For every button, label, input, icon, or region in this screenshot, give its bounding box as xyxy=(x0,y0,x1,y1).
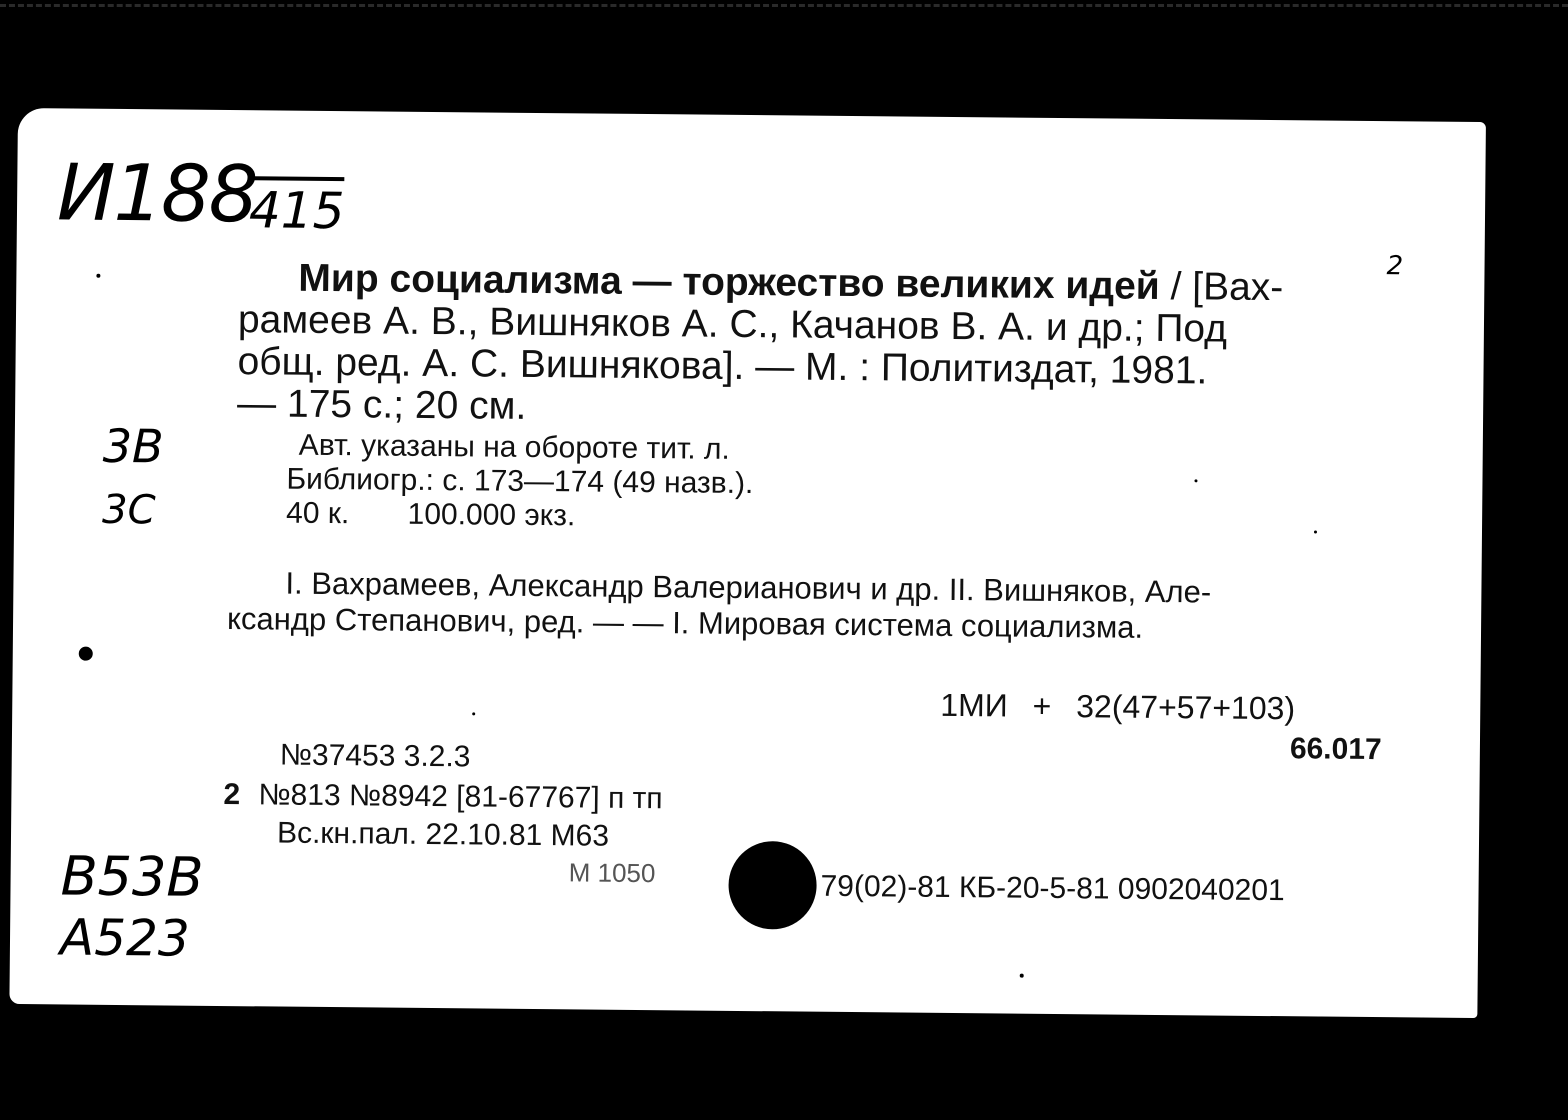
price: 40 к. xyxy=(285,496,350,531)
punch-hole xyxy=(728,841,817,930)
margin-mark-1: 3В xyxy=(102,418,164,474)
price-line xyxy=(286,497,575,534)
corner-mark: 2 xyxy=(1386,251,1404,282)
order-line-3: Вс.кн.пал. 22.10.81 М63 xyxy=(276,816,610,853)
title-bold: Мир социализма — торжество великих идей xyxy=(298,256,1160,308)
note-authors: Авт. указаны на обороте тит. л. xyxy=(298,428,731,466)
speck xyxy=(1020,974,1024,978)
speck xyxy=(96,274,100,278)
classification-2: 66.017 xyxy=(1289,732,1382,767)
entries-line-1: I. Вахрамеев, Александр Валерианович и др. II. Вишняков, Але- xyxy=(285,565,1212,610)
speck xyxy=(1314,530,1317,533)
title-line-2: рамеев А. В., Вишняков А. С., Качанов В. А. и др.; Под xyxy=(237,298,1228,351)
speck xyxy=(79,647,93,661)
shelfmark-top xyxy=(57,148,257,240)
order-line-1: №37453 3.2.3 xyxy=(279,738,471,774)
catalog-card xyxy=(9,108,1486,1018)
copies: 100.000 экз. xyxy=(407,497,576,533)
scan-edge-line xyxy=(0,4,1568,7)
shelfmark-top-sup xyxy=(248,176,345,241)
shelfmark-bottom-2: А523 xyxy=(59,908,190,968)
order-line-2-bold: 2 xyxy=(223,778,241,812)
title-line-3: общ. ред. А. С. Вишнякова]. — М. : Политиздат, 1981. xyxy=(237,340,1208,393)
speck xyxy=(1194,479,1197,482)
title-line-1-rest: / [Вах- xyxy=(1159,264,1284,310)
entries-line-2: ксандр Степанович, ред. — — I. Мировая система социализма. xyxy=(226,601,1144,645)
isbn-left: М 1050 xyxy=(568,857,656,889)
order-line-2 xyxy=(223,778,663,816)
isbn-right: 79(02)-81 КБ-20-5-81 0902040201 xyxy=(820,869,1285,908)
note-bibliography: Библиогр.: с. 173—174 (49 назв.). xyxy=(286,462,754,501)
margin-mark-2: 3С xyxy=(101,486,156,534)
shelfmark-bottom-1: В53В xyxy=(60,844,204,909)
shelfmark-top-main: И188 xyxy=(56,148,257,241)
title-line-4: — 175 с.; 20 см. xyxy=(236,382,527,428)
classification-1: 1МИ + 32(47+57+103) xyxy=(940,686,1296,727)
speck xyxy=(472,712,475,715)
shelfmark-sup-text: 415 xyxy=(248,181,345,241)
order-line-2-text: №813 №8942 [81-67767] п тп xyxy=(258,778,663,816)
